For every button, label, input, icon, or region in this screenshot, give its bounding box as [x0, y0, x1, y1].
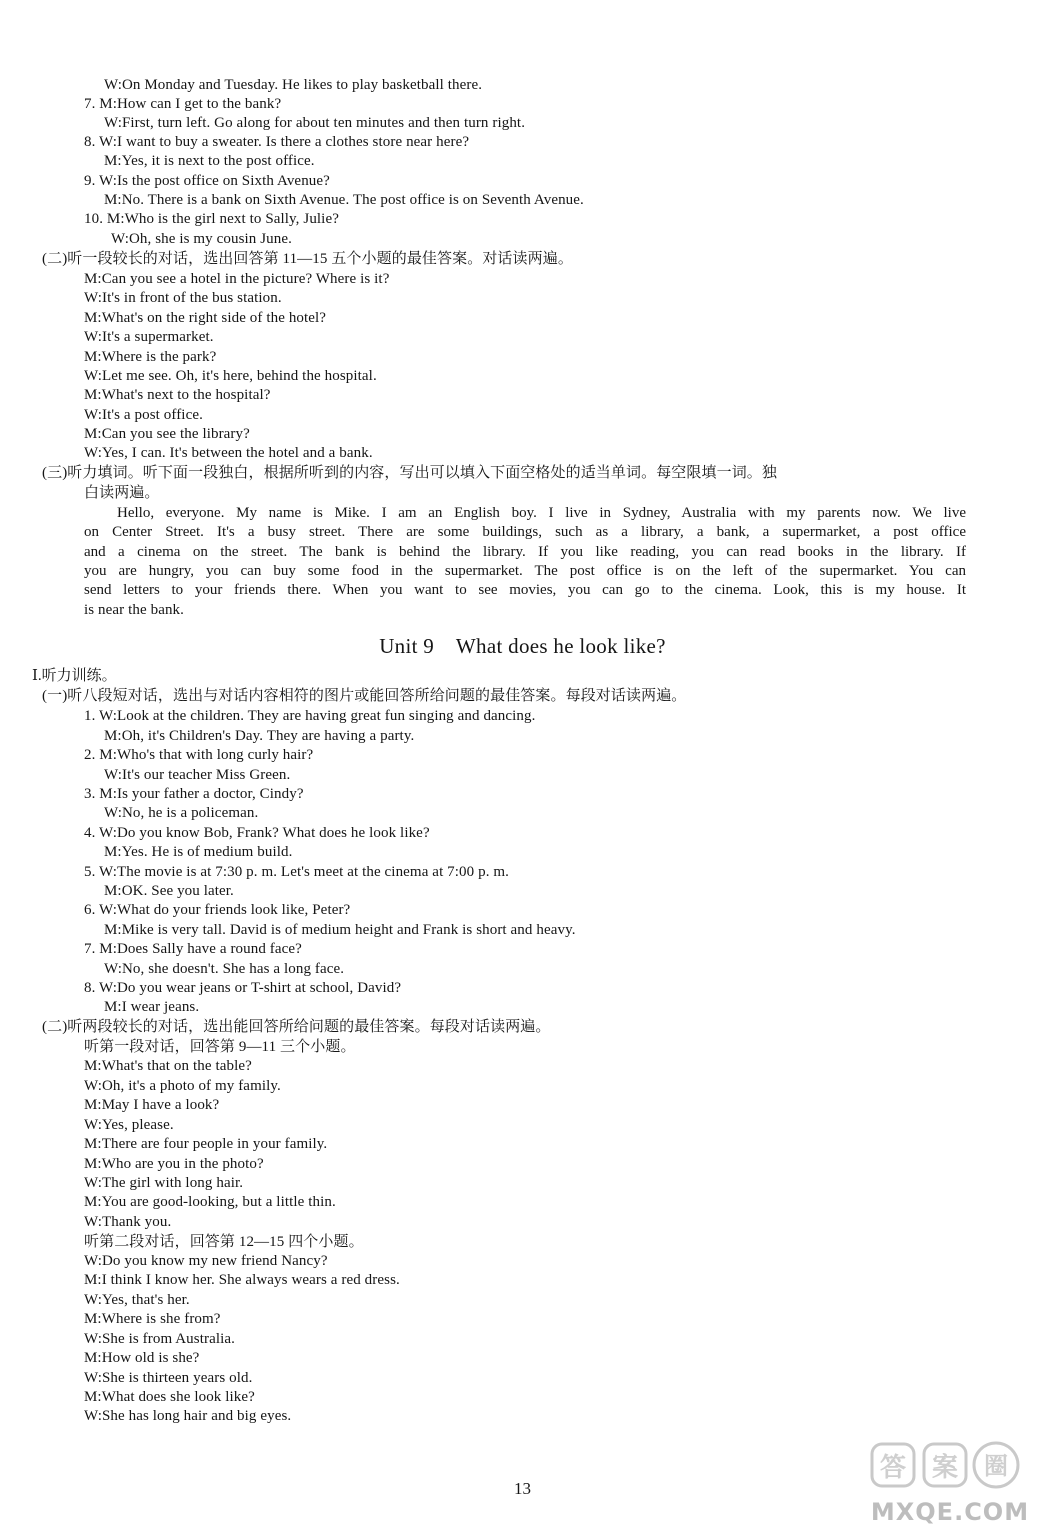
svg-text:圈: 圈: [984, 1452, 1008, 1480]
dialog-line: M:What's that on the table?: [84, 1058, 252, 1074]
dialog-line: W:On Monday and Tuesday. He likes to play basketball there.: [104, 77, 483, 93]
page-number: 13: [514, 1479, 531, 1498]
part-label: Ⅰ.听力训练。: [32, 668, 117, 684]
dialog-line: W:She has long hair and big eyes.: [84, 1408, 292, 1424]
dialog-line: 3. M:Is your father a doctor, Cindy?: [84, 786, 304, 802]
dialog-line: M:Yes, it is next to the post office.: [104, 153, 315, 169]
dialog-line: 5. W:The movie is at 7:30 p. m. Let's meet at the cinema at 7:00 p. m.: [84, 864, 510, 880]
dialog-line: 1. W:Look at the children. They are having great fun singing and dancing.: [84, 708, 536, 724]
dialog-line: W:First, turn left. Go along for about ten minutes and then turn right.: [104, 115, 526, 131]
dialog-line: 7. M:Does Sally have a round face?: [84, 941, 302, 957]
passage-line: and a cinema on the street. The bank is behind the library. If you like reading, you can read books in the library. If: [84, 544, 966, 560]
svg-text:案: 案: [931, 1453, 959, 1483]
dialog-line: W:Let me see. Oh, it's here, behind the hospital.: [84, 368, 377, 384]
dialog-line: M:Can you see a hotel in the picture? Where is it?: [84, 271, 390, 287]
dialog-line: W:The girl with long hair.: [84, 1175, 244, 1191]
dialog-line: M:Mike is very tall. David is of medium height and Frank is short and heavy.: [104, 922, 576, 938]
dialog-line: 8. W:I want to buy a sweater. Is there a clothes store near here?: [84, 134, 470, 150]
watermark-logo: [838, 1410, 1038, 1530]
dialog-line: M:I wear jeans.: [104, 999, 200, 1015]
dialog-line: W:Yes, I can. It's between the hotel and a bank.: [84, 445, 373, 461]
dialog-line: M:Oh, it's Children's Day. They are having a party.: [104, 728, 415, 744]
dialog-line: M:OK. See you later.: [104, 883, 234, 899]
dialog-line: W:It's in front of the bus station.: [84, 290, 282, 306]
dialog-line: W:Yes, please.: [84, 1117, 174, 1133]
section-heading: (二)听一段较长的对话，选出回答第 11—15 五个小题的最佳答案。对话读两遍。: [42, 251, 573, 267]
dialog-line: 7. M:How can I get to the bank?: [84, 96, 282, 112]
section-heading: (二)听两段较长的对话，选出能回答所给问题的最佳答案。每段对话读两遍。: [42, 1019, 551, 1035]
dialog-line: M:Where is the park?: [84, 349, 217, 365]
dialog-subheading: 听第一段对话，回答第 9—11 三个小题。: [84, 1039, 356, 1055]
passage-line: is near the bank.: [84, 602, 184, 618]
dialog-line: M:Who are you in the photo?: [84, 1156, 264, 1172]
svg-text:答: 答: [879, 1453, 907, 1483]
dialog-line: M:No. There is a bank on Sixth Avenue. The post office is on Seventh Avenue.: [104, 192, 584, 208]
dialog-line: W:Yes, that's her.: [84, 1292, 190, 1308]
dialog-line: W:It's our teacher Miss Green.: [104, 767, 291, 783]
dialog-line: M:How old is she?: [84, 1350, 200, 1366]
dialog-line: 8. W:Do you wear jeans or T-shirt at school, David?: [84, 980, 402, 996]
dialog-line: M:You are good-looking, but a little thin.: [84, 1194, 336, 1210]
dialog-line: 2. M:Who's that with long curly hair?: [84, 747, 314, 763]
dialog-line: 4. W:Do you know Bob, Frank? What does he look like?: [84, 825, 430, 841]
dialog-line: M:Where is she from?: [84, 1311, 221, 1327]
watermark-url: MXQE.COM: [870, 1498, 1030, 1526]
passage-line: send letters to your friends there. When you want to see movies, you can go to the cinema. Look, this is my house. It: [84, 582, 966, 598]
section-heading-cont: 白读两遍。: [84, 485, 160, 501]
dialog-line: M:What does she look like?: [84, 1389, 255, 1405]
passage-line: you are hungry, you can buy some food in the supermarket. The post office is on the left of the supermarket. You can: [84, 563, 966, 579]
dialog-line: W:She is from Australia.: [84, 1331, 235, 1347]
dialog-line: M:What's next to the hospital?: [84, 387, 271, 403]
dialog-line: W:No, he is a policeman.: [104, 805, 259, 821]
dialog-line: M:I think I know her. She always wears a red dress.: [84, 1272, 400, 1288]
passage-line: on Center Street. It's a busy street. There are some buildings, such as a library, a bank, a supermarket, a post office: [84, 524, 966, 540]
dialog-line: W:It's a supermarket.: [84, 329, 214, 345]
dialog-line: M:What's on the right side of the hotel?: [84, 310, 327, 326]
dialog-line: W:It's a post office.: [84, 407, 203, 423]
dialog-line: W:No, she doesn't. She has a long face.: [104, 961, 345, 977]
dialog-line: W:She is thirteen years old.: [84, 1370, 253, 1386]
dialog-line: M:May I have a look?: [84, 1097, 220, 1113]
unit-title: Unit 9 What does he look like?: [379, 634, 666, 658]
dialog-line: M:There are four people in your family.: [84, 1136, 328, 1152]
dialog-line: 6. W:What do your friends look like, Peter?: [84, 902, 351, 918]
section-heading: (一)听八段短对话，选出与对话内容相符的图片或能回答所给问题的最佳答案。每段对话读两遍。: [42, 688, 687, 704]
section-heading: (三)听力填词。听下面一段独白，根据所听到的内容，写出可以填入下面空格处的适当单词。每空限填一词。独: [42, 465, 777, 481]
dialog-line: 10. M:Who is the girl next to Sally, Julie?: [84, 211, 339, 227]
dialog-line: W:Thank you.: [84, 1214, 172, 1230]
dialog-line: M:Yes. He is of medium build.: [104, 844, 293, 860]
dialog-subheading: 听第二段对话，回答第 12—15 四个小题。: [84, 1234, 364, 1250]
dialog-line: 9. W:Is the post office on Sixth Avenue?: [84, 173, 330, 189]
dialog-line: W:Oh, she is my cousin June.: [111, 231, 292, 247]
dialog-line: M:Can you see the library?: [84, 426, 250, 442]
dialog-line: W:Oh, it's a photo of my family.: [84, 1078, 281, 1094]
dialog-line: W:Do you know my new friend Nancy?: [84, 1253, 328, 1269]
passage-line: Hello, everyone. My name is Mike. I am an English boy. I live in Sydney, Australia with my parents now. We live: [117, 505, 966, 521]
